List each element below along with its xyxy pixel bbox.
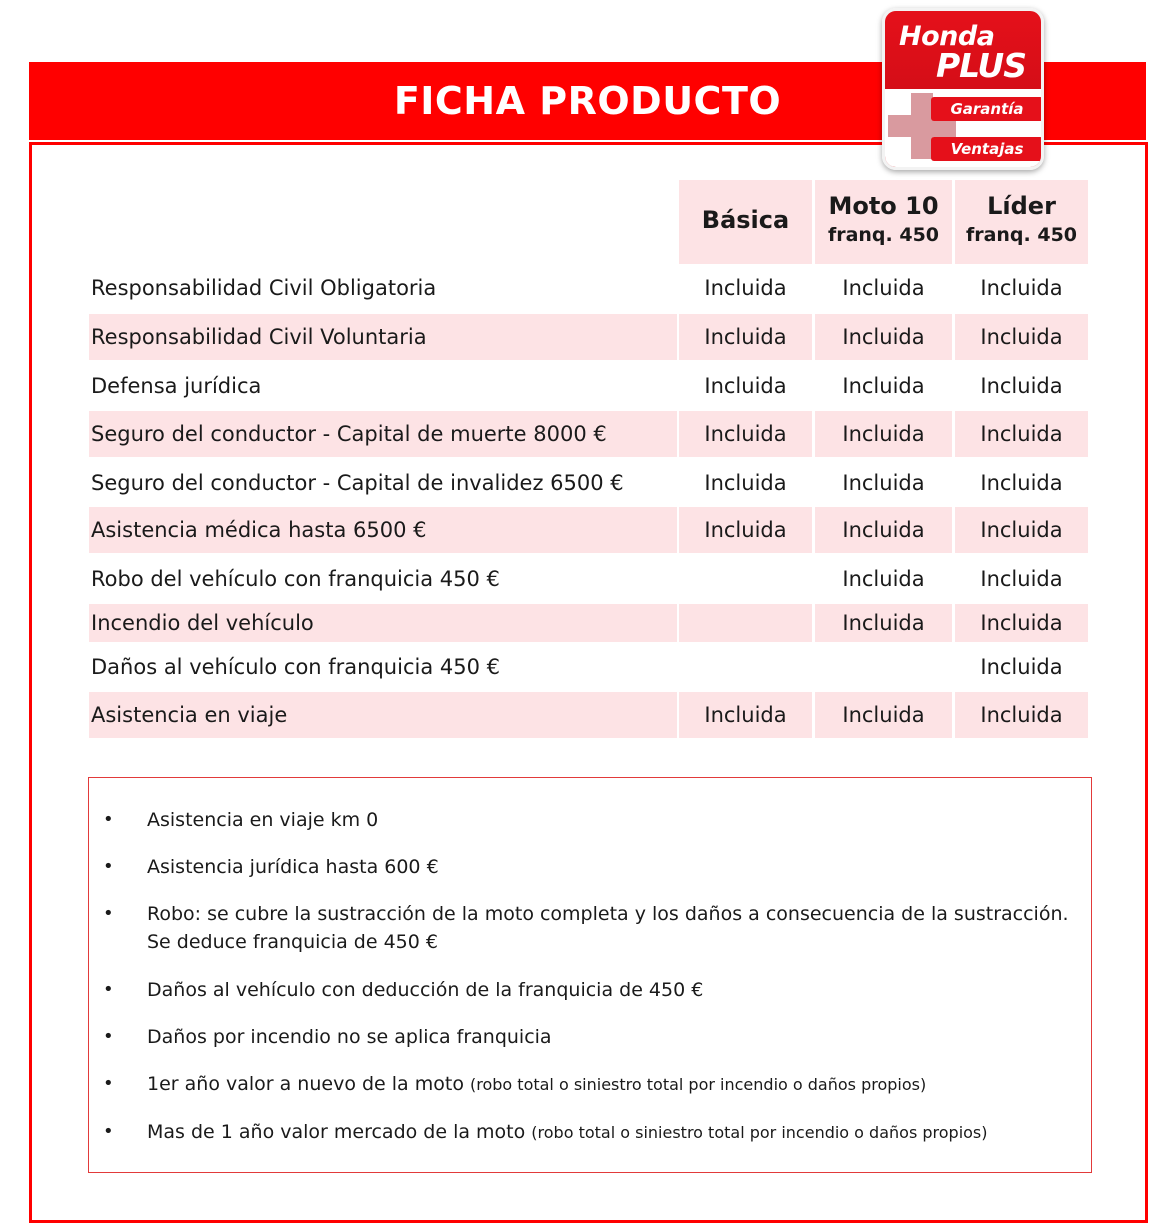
note-text: Daños por incendio no se aplica franquicia (147, 1026, 552, 1048)
cell-value: Incluida (704, 422, 787, 446)
row-label: Robo del vehículo con franquicia 450 € (91, 567, 500, 591)
note-text (147, 1118, 1087, 1147)
logo-plus-text: PLUS (936, 46, 1026, 85)
column-header-basica (679, 180, 812, 264)
cell-value (815, 643, 952, 691)
cell-value: Incluida (980, 655, 1063, 679)
table-row (89, 643, 1089, 691)
note-text (147, 1070, 1087, 1099)
cell-value: Incluida (842, 374, 925, 398)
cell-value: Incluida (704, 374, 787, 398)
cell-value: Incluida (980, 374, 1063, 398)
bullet: • (103, 1121, 114, 1142)
note-small: (robo total o siniestro total por incendio o daños propios) (531, 1123, 988, 1142)
note-main: 1er año valor a nuevo de la moto (147, 1073, 464, 1095)
note-text-line1: Robo: se cubre la sustracción de la moto completa y los daños a consecuencia de la sustracción. (147, 903, 1069, 925)
cell-value: Incluida (980, 325, 1063, 349)
note-text: Asistencia jurídica hasta 600 € (147, 856, 439, 878)
honda-plus-logo (882, 8, 1044, 170)
page-title: FICHA PRODUCTO (393, 79, 782, 123)
column-name: Básica (701, 206, 790, 234)
column-name: Líder (987, 192, 1056, 220)
bullet: • (103, 1073, 114, 1094)
note-text (147, 900, 1087, 956)
cell-value: Incluida (980, 567, 1063, 591)
note-text: Asistencia en viaje km 0 (147, 809, 379, 831)
cell-value: Incluida (842, 325, 925, 349)
note-text-line2: Se deduce franquicia de 450 € (147, 931, 438, 953)
row-label: Asistencia en viaje (91, 703, 288, 727)
column-name: Moto 10 (828, 192, 939, 220)
bullet: • (103, 809, 114, 830)
note-small: (robo total o siniestro total por incendio o daños propios) (470, 1075, 927, 1094)
row-label: Defensa jurídica (91, 374, 262, 398)
cell-value: Incluida (842, 518, 925, 542)
table-row (89, 604, 1089, 642)
column-sub: franq. 450 (827, 224, 940, 246)
table-row (89, 555, 1089, 603)
table-row (89, 507, 1089, 553)
cell-value: Incluida (704, 325, 787, 349)
cell-value: Incluida (704, 703, 787, 727)
column-header-moto10 (815, 180, 952, 264)
cell-value: Incluida (980, 422, 1063, 446)
row-label: Responsabilidad Civil Obligatoria (91, 276, 437, 300)
cell-value (679, 555, 812, 603)
row-label: Daños al vehículo con franquicia 450 € (91, 655, 500, 679)
row-label: Responsabilidad Civil Voluntaria (91, 325, 427, 349)
bullet: • (103, 856, 114, 877)
notes-box (88, 777, 1092, 1173)
row-label: Seguro del conductor - Capital de invalidez 6500 € (91, 471, 624, 495)
table-row (89, 459, 1089, 507)
cell-value: Incluida (842, 471, 925, 495)
cell-value: Incluida (842, 567, 925, 591)
column-sub: franq. 450 (965, 224, 1078, 246)
table-row (89, 362, 1089, 410)
cell-value: Incluida (980, 518, 1063, 542)
cell-value: Incluida (980, 611, 1063, 635)
cell-value: Incluida (704, 518, 787, 542)
bullet: • (103, 903, 114, 924)
note-main: Mas de 1 año valor mercado de la moto (147, 1121, 526, 1143)
table-row (89, 411, 1089, 457)
table-row (89, 314, 1089, 360)
row-label: Incendio del vehículo (91, 611, 314, 635)
bullet: • (103, 1026, 114, 1047)
cell-value (679, 643, 812, 691)
cell-value: Incluida (980, 471, 1063, 495)
row-label: Seguro del conductor - Capital de muerte 8000 € (91, 422, 607, 446)
note-text: Daños al vehículo con deducción de la franquicia de 450 € (147, 979, 704, 1001)
cell-value: Incluida (980, 703, 1063, 727)
table-row (89, 264, 1089, 312)
cell-value: Incluida (980, 276, 1063, 300)
cell-value: Incluida (704, 471, 787, 495)
cell-value: Incluida (842, 611, 925, 635)
cell-value: Incluida (704, 276, 787, 300)
cell-value: Incluida (842, 422, 925, 446)
table-row (89, 692, 1089, 738)
row-label: Asistencia médica hasta 6500 € (91, 518, 427, 542)
cell-value (679, 604, 812, 642)
logo-ventajas-text: Ventajas (950, 140, 1024, 158)
logo-honda-text: Honda (899, 21, 995, 52)
bullet: • (103, 979, 114, 1000)
logo-garantia-text: Garantía (950, 100, 1024, 118)
cell-value: Incluida (842, 276, 925, 300)
column-header-lider (955, 180, 1088, 264)
cell-value: Incluida (842, 703, 925, 727)
